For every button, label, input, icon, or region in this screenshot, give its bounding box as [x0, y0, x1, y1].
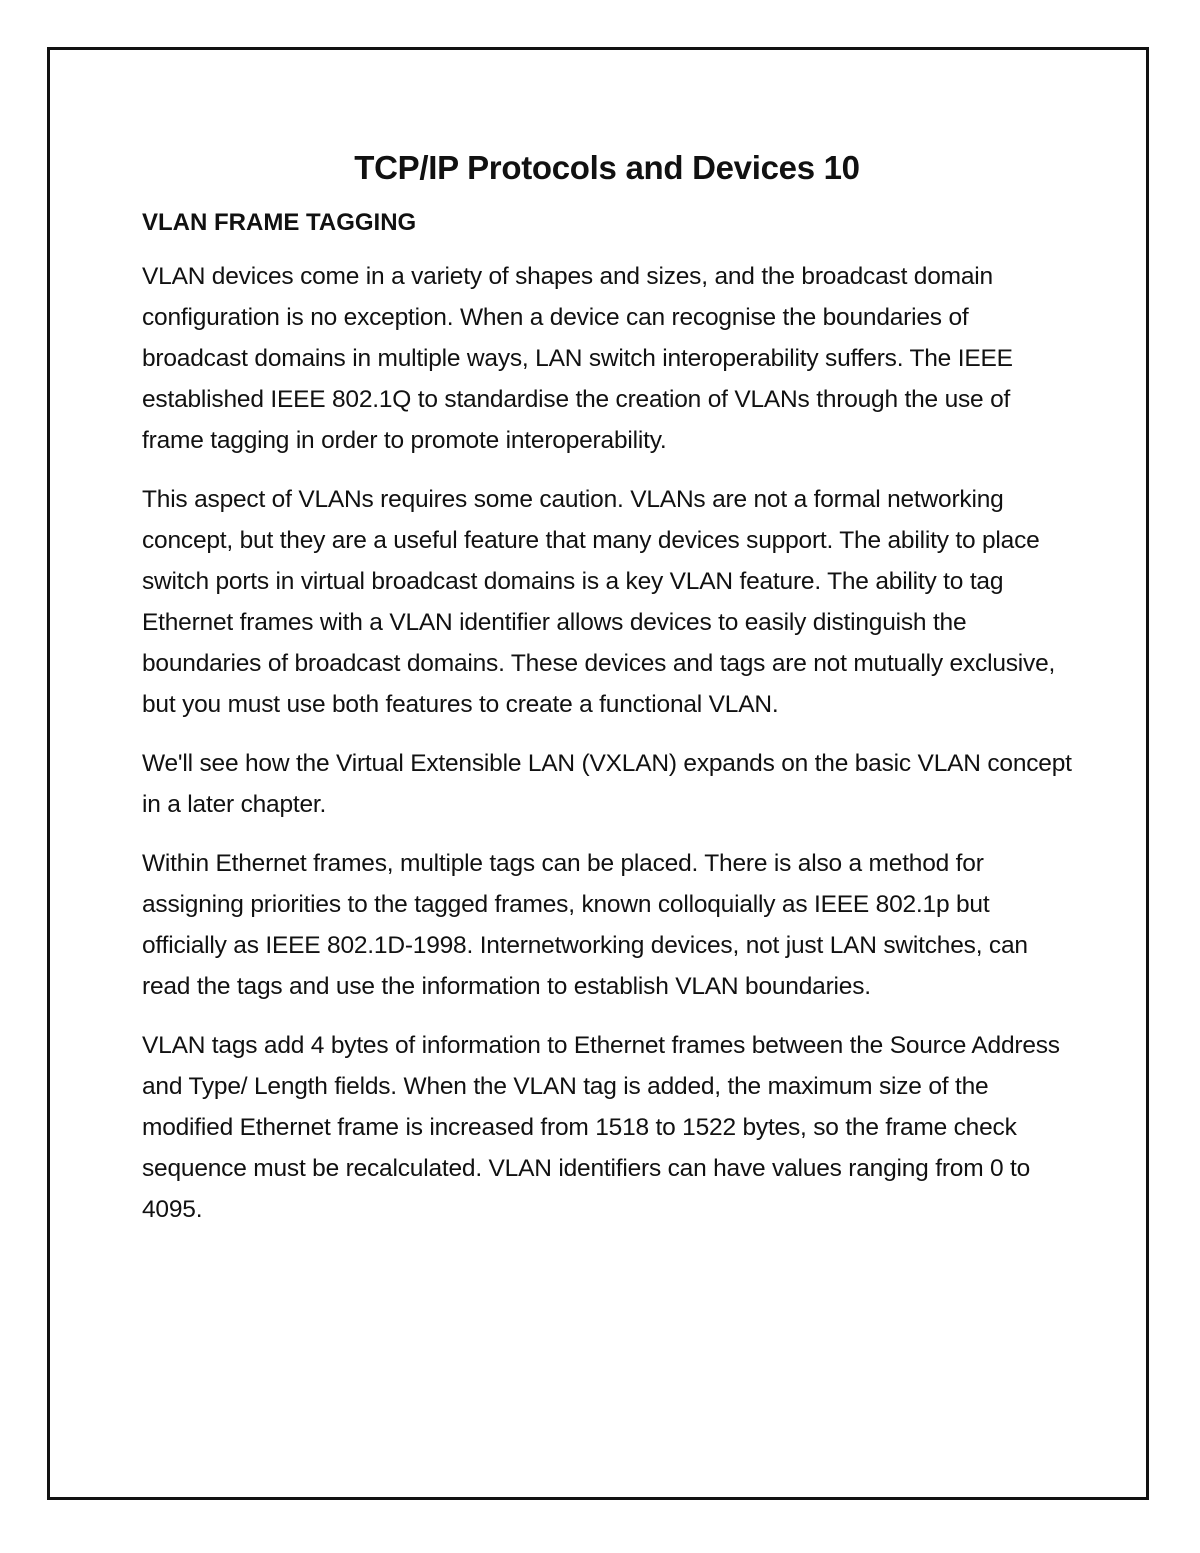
paragraph-intro: VLAN devices come in a variety of shapes and sizes, and the broadcast domain configuration is no exception. When a device can recognise the boundaries of broadcast domains in multiple ways, LAN switch interoperability suffers. The IEEE established IEEE 802.1Q to standardise the creation of VLANs through the use of frame tagging in order to promote interoperability.	[142, 263, 1013, 454]
section-heading: VLAN FRAME TAGGING	[142, 209, 417, 236]
paragraph-frame-size: VLAN tags add 4 bytes of information to Ethernet frames between the Source Address and Type/ Length fields. When the VLAN tag is added, the maximum size of the modified Ethernet frame is increased from 1518 to 1522 bytes, so the frame check sequence must be recalculated. VLAN identifiers can have values ranging from 0 to 4095.	[142, 1032, 1060, 1223]
paragraph-vxlan: We'll see how the Virtual Extensible LAN (VXLAN) expands on the basic VLAN concept in a later chapter.	[142, 750, 1072, 818]
paragraph-tags: Within Ethernet frames, multiple tags can be placed. There is also a method for assigning priorities to the tagged frames, known colloquially as IEEE 802.1p but officially as IEEE 802.1D-1998. Internetworking devices, not just LAN switches, can read the tags and use the information to establish VLAN boundaries.	[142, 850, 1028, 1000]
page-title: TCP/IP Protocols and Devices 10	[354, 149, 860, 186]
paragraph-caution: This aspect of VLANs requires some caution. VLANs are not a formal networking concept, but they are a useful feature that many devices support. The ability to place switch ports in virtual broadcast domains is a key VLAN feature. The ability to tag Ethernet frames with a VLAN identifier allows devices to easily distinguish the boundaries of broadcast domains. These devices and tags are not mutually exclusive, but you must use both features to create a functional VLAN.	[142, 486, 1056, 718]
document-body	[142, 146, 1072, 1230]
